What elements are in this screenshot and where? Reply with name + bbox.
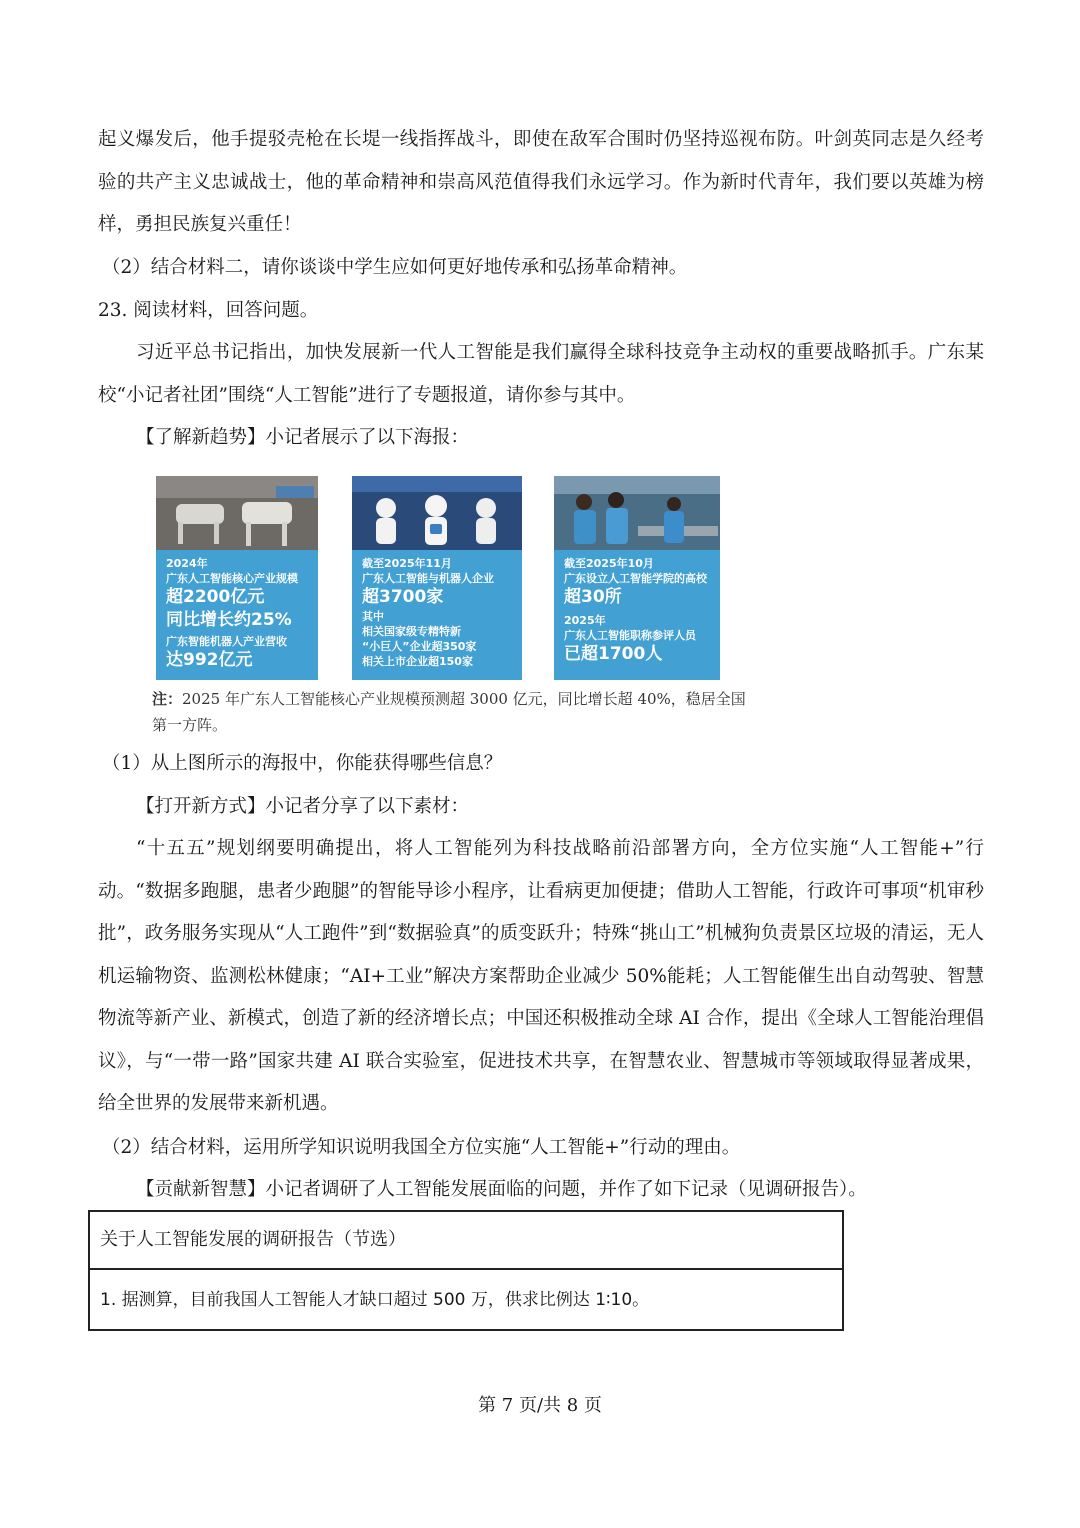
section-method-heading: 【打开新方式】小记者分享了以下素材： (136, 796, 470, 817)
poster-2-text (362, 556, 516, 669)
question-1: （1）从上图所示的海报中，你能获得哪些信息？ (102, 753, 503, 774)
note-text: 2025 年广东人工智能核心产业规模预测超 3000 亿元，同比增长超 40%，稳居全国第一方阵。 (152, 690, 746, 734)
poster-industry-scale (156, 476, 318, 680)
poster-note (152, 686, 752, 738)
poster-1-line: 广东人工智能核心产业规模 (166, 572, 298, 585)
poster-2-line: “小巨人”企业超350家 (362, 640, 477, 653)
page-footer: 第 7 页/共 8 页 (478, 1395, 602, 1416)
poster-1-line: 达992亿元 (166, 650, 253, 670)
question-23-title: 23. 阅读材料，回答问题。 (98, 300, 319, 321)
humanoid-robots-photo (352, 476, 522, 550)
section-trend-heading: 【了解新趋势】小记者展示了以下海报： (136, 427, 470, 448)
poster-1-line: 同比增长约25% (166, 610, 292, 630)
robot-dog-photo (156, 476, 318, 550)
poster-2-line: 广东人工智能与机器人企业 (362, 572, 494, 585)
poster-2-line: 其中 (362, 610, 384, 623)
section-method-body: “十五五”规划纲要明确提出，将人工智能列为科技战略前沿部署方向，全方位实施“人工智能+”行动。“数据多跑腿，患者少跑腿”的智能导诊小程序，让看病更加便捷；借助人工智能，行政许可事项“机审秒批”，政务服务实现从“人工跑件”到“数据验真”的质变跃升；特殊“挑山工”机械狗负责景区垃圾的清运，无人机运输物资、监测松林健康；“AI+工业”解决方案帮助企业减少 50%能耗；人工智能催生出自动驾驶、智慧物流等新产业、新模式，创造了新的经济增长点；中国还积极推动全球 AI 合作，提出《全球人工智能治理倡议》，与“一带一路”国家共建 AI 联合实验室，促进技术共享，在智慧农业、智慧城市等领域取得显著成果，给全世界的发展带来新机遇。 (98, 838, 984, 1114)
poster-education (554, 476, 720, 680)
poster-3-line: 已超1700人 (564, 644, 663, 664)
question-2: （2）结合材料，运用所学知识说明我国全方位实施“人工智能+”行动的理由。 (102, 1137, 741, 1158)
poster-2-line: 超3700家 (362, 587, 444, 607)
poster-3-line: 截至2025年10月 (564, 557, 654, 570)
poster-2-line: 相关国家级专精特新 (362, 625, 461, 638)
poster-1-line: 2024年 (166, 557, 208, 570)
poster-2-line: 截至2025年11月 (362, 557, 452, 570)
poster-3-line: 广东人工智能职称参评人员 (564, 629, 696, 642)
students-lab-photo (554, 476, 720, 550)
poster-1-line: 超2200亿元 (166, 587, 265, 607)
question-23-intro: 习近平总书记指出，加快发展新一代人工智能是我们赢得全球科技竞争主动权的重要战略抓手。广东某校“小记者社团”围绕“人工智能”进行了专题报道，请你参与其中。 (98, 342, 984, 406)
question-22-2: （2）结合材料二，请你谈谈中学生应如何更好地传承和弘扬革命精神。 (102, 257, 688, 278)
poster-3-line: 广东设立人工智能学院的高校 (564, 572, 707, 585)
report-item-1: 1. 据测算，目前我国人工智能人才缺口超过 500 万，供求比例达 1∶10。 (90, 1268, 842, 1329)
top-paragraph: 起义爆发后，他手提驳壳枪在长堤一线指挥战斗，即使在敌军合围时仍坚持巡视布防。叶剑英同志是久经考验的共产主义忠诚战士，他的革命精神和崇高风范值得我们永远学习。作为新时代青年，我们要以英雄为榜样，勇担民族复兴重任！ (98, 129, 984, 235)
report-title: 关于人工智能发展的调研报告（节选） (100, 1229, 406, 1250)
poster-1-line: 广东智能机器人产业营收 (166, 635, 287, 648)
poster-2-line: 相关上市企业超150家 (362, 655, 473, 668)
poster-3-line: 超30所 (564, 587, 622, 607)
poster-enterprises (352, 476, 522, 680)
poster-3-text (564, 556, 714, 666)
section-wisdom-heading: 【贡献新智慧】小记者调研了人工智能发展面临的问题，并作了如下记录（见调研报告）。 (136, 1179, 867, 1200)
poster-1-text (166, 556, 312, 672)
poster-3-line: 2025年 (564, 614, 606, 627)
note-label: 注： (152, 690, 183, 708)
research-report-table (88, 1210, 844, 1331)
poster-group (112, 470, 752, 738)
